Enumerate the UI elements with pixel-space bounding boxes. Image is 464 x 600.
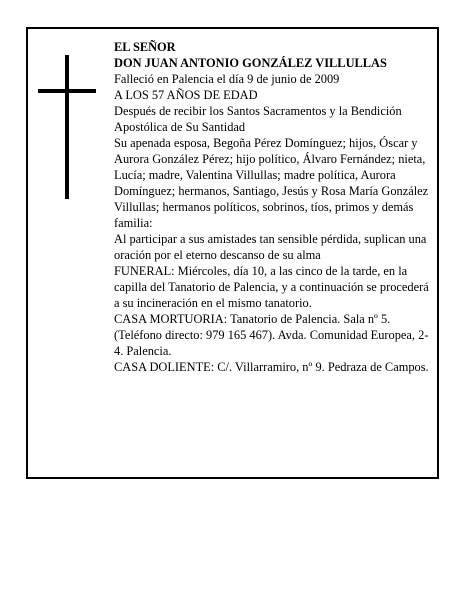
deceased-title: EL SEÑOR xyxy=(114,40,176,54)
funeral-paragraph: FUNERAL: Miércoles, día 10, a las cinco de la tarde, en la capilla del Tanatorio de Palencia, y a continuación se procederá a su incineración en el mismo tanatorio. xyxy=(114,264,429,310)
cross-icon xyxy=(38,55,96,199)
deceased-name: DON JUAN ANTONIO GONZÁLEZ VILLULLAS xyxy=(114,56,387,70)
cross-vertical-bar xyxy=(65,55,69,199)
request-paragraph: Al participar a sus amistades tan sensible pérdida, suplican una oración por el eterno descanso de su alma xyxy=(114,232,427,262)
family-paragraph: Su apenada esposa, Begoña Pérez Domínguez; hijos, Óscar y Aurora González Pérez; hijo político, Álvaro Fernández; nieta, Lucía; madre, Valentina Villullas; madre política, Aurora Domínguez; hermanos, Santiago, Jesús y Rosa María González Villullas; hermanos políticos, sobrinos, tíos, primos y demás familia: xyxy=(114,136,429,230)
obituary-text xyxy=(114,39,429,375)
obituary-notice xyxy=(26,27,439,479)
mortuary-paragraph: CASA MORTUORIA: Tanatorio de Palencia. Sala nº 5. (Teléfono directo: 979 165 467). Avda. Comunidad Europea, 2-4. Palencia. xyxy=(114,312,429,358)
sacraments-paragraph: Después de recibir los Santos Sacramentos y la Bendición Apostólica de Su Santidad xyxy=(114,104,402,134)
cross-horizontal-bar xyxy=(38,89,96,93)
age-line: A LOS 57 AÑOS DE EDAD xyxy=(114,88,258,102)
home-paragraph: CASA DOLIENTE: C/. Villarramiro, nº 9. Pedraza de Campos. xyxy=(114,360,429,374)
death-date-line: Falleció en Palencia el día 9 de junio de 2009 xyxy=(114,72,340,86)
